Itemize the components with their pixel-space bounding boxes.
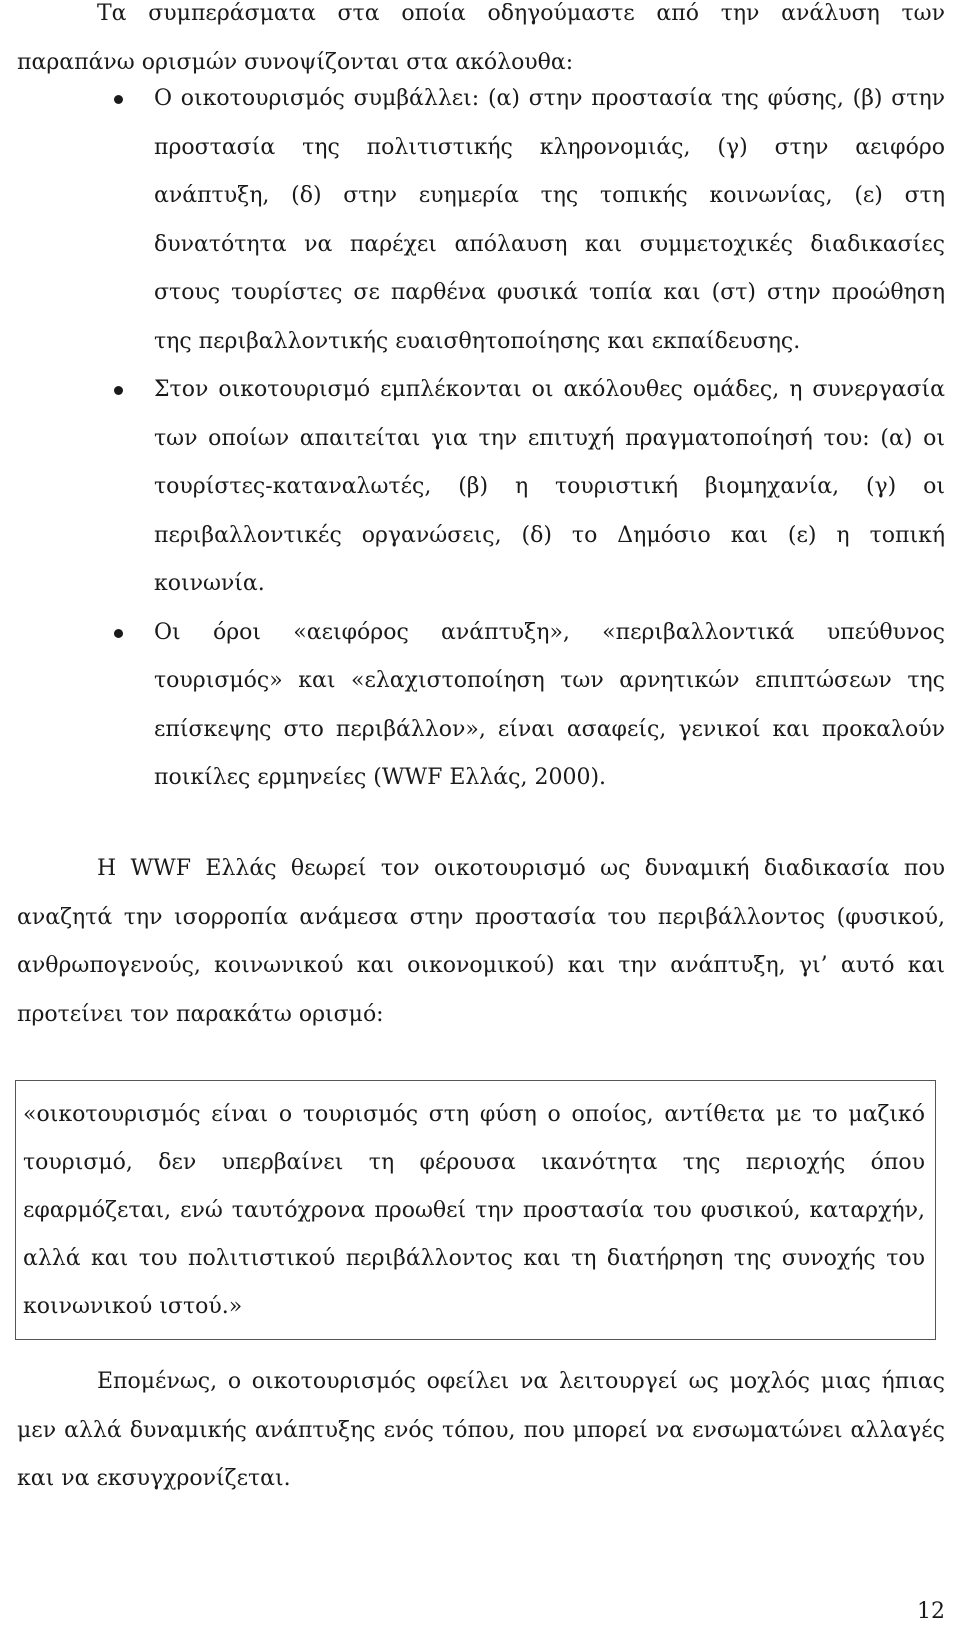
definition-quote-text: «οικοτουρισμός είναι ο τουρισμός στη φύση ο οποίος, αντίθετα με το μαζικό τουρισμό, δεν υπερβαίνει τη φέρουσα ικανότητα της περιοχής όπου εφαρμόζεται, ενώ ταυτόχρονα προωθεί την προστασία του φυσικού, καταρχήν, αλλά και του πολιτιστικού περιβάλλοντος και τη διατήρηση της συνοχής του κοινωνικού ιστού.» [23, 1102, 925, 1319]
bullet-icon [114, 629, 123, 638]
list-item-text: Οι όροι «αειφόρος ανάπτυξη», «περιβαλλοντικά υπεύθυνος τουρισμός» και «ελαχιστοποίηση των αρνητικών επιπτώσεων της επίσκεψης στο περιβάλλον», είναι ασαφείς, γενικοί και προκαλούν ποικίλες ερμηνείες (WWF Ελλάς, 2000). [154, 619, 945, 790]
conclusions-list [0, 75, 945, 803]
list-item-text: Στον οικοτουρισμό εμπλέκονται οι ακόλουθες ομάδες, η συνεργασία των οποίων απαιτείται για την επιτυχή πραγματοποίησή του: (α) οι τουρίστες-καταναλωτές, (β) η τουριστική βιομηχανία, (γ) οι περιβαλλοντικές οργανώσεις, (δ) το Δημόσιο και (ε) η τοπική κοινωνία. [154, 377, 945, 596]
definition-quote-box [15, 1080, 936, 1340]
list-item [0, 609, 945, 803]
wwf-paragraph: Η WWF Ελλάς θεωρεί τον οικοτουρισμό ως δυναμική διαδικασία που αναζητά την ισορροπία ανάμεσα στην προστασία του περιβάλλοντος (φυσικού, ανθρωπογενούς, κοινωνικού και οικονομικού) και την ανάπτυξη, γι’ αυτό και προτείνει τον παρακάτω ορισμό: [17, 856, 945, 1027]
list-item-text: Ο οικοτουρισμός συμβάλλει: (α) στην προστασία της φύσης, (β) στην προστασία της πολιτιστικής κληρονομιάς, (γ) στην αειφόρο ανάπτυξη, (δ) στην ευημερία της τοπικής κοινωνίας, (ε) στη δυνατότητα να παρέχει απόλαυση και συμμετοχικές διαδικασίες στους τουρίστες σε παρθένα φυσικά τοπία και (στ) στην προώθηση της περιβαλλοντικής ευαισθητοποίησης και εκπαίδευσης. [154, 86, 945, 354]
bullet-icon [114, 95, 123, 104]
bullet-icon [114, 386, 123, 395]
intro-paragraph: Τα συμπεράσματα στα οποία οδηγούμαστε από την ανάλυση των παραπάνω ορισμών συνοψίζονται στα ακόλουθα: [17, 1, 945, 75]
list-item [0, 75, 945, 366]
conclusion-paragraph: Επομένως, ο οικοτουρισμός οφείλει να λειτουργεί ως μοχλός μιας ήπιας μεν αλλά δυναμικής ανάπτυξης ενός τόπου, που μπορεί να ενσωματώνει αλλαγές και να εκσυγχρονίζεται. [17, 1369, 945, 1491]
page-number: 12 [917, 1599, 945, 1624]
list-item [0, 366, 945, 609]
